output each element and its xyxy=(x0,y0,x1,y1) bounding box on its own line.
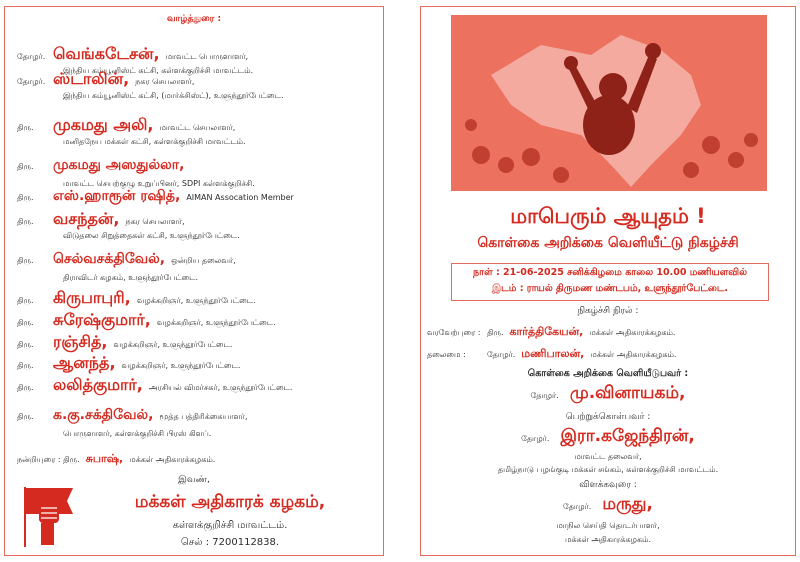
releaser-row xyxy=(421,383,795,405)
greeter-affiliation: இந்திய கம்யூனிஸ்ட் கட்சி, கள்ளக்குறிச்சி மாவட்டம். xyxy=(63,66,254,75)
greeter-title: திரு. xyxy=(17,123,34,132)
greeter-role: வழக்கறிஞர், உளுந்தூர்பேட்டை. xyxy=(113,340,233,349)
greeter-role: நகர செயலாளர், xyxy=(125,217,185,226)
greeter-role: ஒன்றிய தலைவர், xyxy=(171,256,236,265)
greeter-name: ரஞ்சித், xyxy=(53,332,108,351)
greeter-name: முகமது அலி, xyxy=(53,115,154,134)
greeter-title: திரு. xyxy=(17,340,34,349)
greeter-name: ஸ்டாலின், xyxy=(53,69,130,88)
greeter-row xyxy=(17,188,294,206)
presiding-row xyxy=(427,347,676,362)
welcome-role: மக்கள் அதிகாரக்கழகம். xyxy=(589,328,676,337)
greeter-name: வெங்கடேசன், xyxy=(53,44,160,63)
explainer-label: விளக்கவுரை : xyxy=(579,480,637,490)
receiver-row xyxy=(421,426,795,448)
greeter-title: திரு. xyxy=(17,193,34,202)
date-line: நாள் : 21-06-2025 சனிக்கிழமை காலை 10.00 மணியளவில் xyxy=(473,267,747,278)
greeter-row xyxy=(17,69,194,90)
left-panel xyxy=(4,6,384,556)
greeter-row xyxy=(17,209,185,230)
greeter-title: திரு. xyxy=(17,296,34,305)
welcome-row xyxy=(427,325,675,340)
presiding-title: தோழர். xyxy=(487,350,516,359)
receiver-label: பெற்றுக்கொள்பவர் : xyxy=(565,412,651,422)
greeter-role: நகர செயலாளர், xyxy=(135,77,195,86)
presiding-name: மணிபாலன், xyxy=(521,347,585,360)
headline: மாபெரும் ஆயுதம் ! xyxy=(510,204,706,228)
greeter-title: திரு. xyxy=(17,383,34,392)
receiver-title: தோழர். xyxy=(521,434,550,443)
greeter-row xyxy=(17,251,236,269)
protest-poster-image xyxy=(451,15,767,191)
greetings-header: வாழ்த்துரை : xyxy=(166,14,222,24)
greeter-affiliation: மாவட்ட செயற்குழு உறுப்பினர், SDPI கள்ளக்குறிச்சி. xyxy=(63,179,255,188)
greeter-name: எஸ்.ஹாரூன் ரஷித், xyxy=(53,188,181,204)
greeter-title: திரு. xyxy=(17,412,34,421)
greeter-title: திரு. xyxy=(17,318,34,327)
vote-of-thanks-label: நன்றியுரை : திரு. xyxy=(17,455,80,464)
greeter-title: திரு. xyxy=(17,361,34,370)
receiver-org: தமிழ்நாடு பழங்குடி மக்கள் சங்கம், கள்ளக்குறிச்சி மாவட்டம். xyxy=(497,465,719,474)
presiding-label: தலைமை : xyxy=(427,350,466,359)
explainer-row xyxy=(421,494,795,516)
explainer-role: மாநில செய்தி தொடர்பாளர், xyxy=(556,521,660,530)
greeter-role: மூத்த பத்திரிக்கையாளர், xyxy=(159,412,248,421)
greeter-name: ஆனந்த், xyxy=(53,353,116,372)
org-phone: செல் : 7200112838. xyxy=(180,537,280,548)
org-name: மக்கள் அதிகாரக் கழகம், xyxy=(134,492,326,512)
releaser-label: கொள்கை அறிக்கை வெளியீடுபவர் : xyxy=(527,368,689,379)
presiding-role: மக்கள் அதிகாரக்கழகம். xyxy=(590,350,677,359)
greeter-title: தோழர். xyxy=(17,52,46,61)
greeter-affiliation: திராவிடர் கழகம், உளுந்தூர்பேட்டை. xyxy=(63,273,199,282)
program-label: நிகழ்ச்சி நிரல் : xyxy=(577,306,639,316)
greeter-row xyxy=(17,288,256,309)
explainer-org: மக்கள் அதிகாரக்கழகம். xyxy=(564,535,652,544)
greeter-role: அரசியல் விமர்சகர், உளுந்தூர்பேட்டை. xyxy=(148,383,293,392)
greeter-title: தோழர். xyxy=(17,77,46,86)
explainer-name: மருது, xyxy=(602,494,653,514)
greeter-name: சுரேஷ்குமார், xyxy=(53,310,151,329)
greeter-name: கிருபாபுரி, xyxy=(53,288,131,307)
greeter-affiliation: இந்திய கம்யூனிஸ்ட் கட்சி, (மார்க்சிஸ்ட்), உளுந்தூர்பேட்டை. xyxy=(63,91,284,100)
greeter-row xyxy=(17,375,292,396)
greeter-affiliation: விடுதலை சிறுத்தைகள் கட்சி, உளுந்தூர்பேட்டை. xyxy=(63,231,240,240)
greeter-row xyxy=(17,407,248,425)
greeter-name: லலித்குமார், xyxy=(53,375,143,394)
receiver-name: இரா.கஜேந்திரன், xyxy=(560,426,695,446)
org-district: கள்ளக்குறிச்சி மாவட்டம். xyxy=(172,520,288,531)
vote-of-thanks-name: சுபாஷ், xyxy=(85,452,124,465)
greeter-name: வசந்தன், xyxy=(53,209,120,228)
receiver-role: மாவட்ட தலைவர், xyxy=(574,452,642,461)
greeter-role: வழக்கறிஞர், உளுந்தூர்பேட்டை. xyxy=(156,318,276,327)
vote-of-thanks-role: மக்கள் அதிகாரக்கழகம். xyxy=(129,455,216,464)
releaser-title: தோழர். xyxy=(530,391,559,400)
greeter-role: வழக்கறிஞர், உளுந்தூர்பேட்டை. xyxy=(136,296,256,305)
greeter-title: திரு. xyxy=(17,217,34,226)
greeter-role: வழக்கறிஞர், உளுந்தூர்பேட்டை. xyxy=(121,361,241,370)
welcome-name: கார்த்திகேயன், xyxy=(509,325,584,338)
welcome-label: வரவேற்புரை : xyxy=(427,328,481,337)
greeter-name: முகமது அஸதுல்லா, xyxy=(53,157,185,173)
greeter-row xyxy=(17,157,190,175)
greeter-affiliation: பொருளாளர், கள்ளக்குறிச்சி பிரஸ் கிளப். xyxy=(63,429,212,438)
greeter-name: செல்வசக்திவேல், xyxy=(53,251,166,267)
greeter-title: திரு. xyxy=(17,256,34,265)
fist-flag-logo xyxy=(17,483,79,549)
greeter-row xyxy=(17,310,276,331)
right-panel xyxy=(420,6,796,556)
releaser-name: மு.வினாயகம், xyxy=(569,383,686,403)
greeter-row xyxy=(17,44,248,65)
vote-of-thanks xyxy=(17,452,215,467)
greeter-row xyxy=(17,332,232,353)
greeter-role: AIMAN Assocation Member xyxy=(186,193,294,202)
venue-line: இடம் : ராயல் திருமண மண்டபம், உளுந்தூர்பேட்டை. xyxy=(491,283,729,294)
greeter-role: மாவட்ட செயலாளர், xyxy=(159,123,236,132)
greeter-row xyxy=(17,115,235,136)
greeter-title: திரு. xyxy=(17,162,34,171)
ivan-label: இவண், xyxy=(178,475,210,485)
subheadline: கொள்கை அறிக்கை வெளியீட்டு நிகழ்ச்சி xyxy=(477,235,739,251)
greeter-name: க.கு.சக்திவேல், xyxy=(53,407,154,423)
greeter-row xyxy=(17,353,240,374)
welcome-title: திரு. xyxy=(487,328,504,337)
greeter-affiliation: மனிதநேய மக்கள் கட்சி, கள்ளக்குறிச்சி மாவட்டம். xyxy=(63,137,246,146)
date-venue-box xyxy=(451,263,769,301)
greeter-role: மாவட்ட பொருளாளர், xyxy=(165,52,249,61)
explainer-title: தோழர். xyxy=(563,502,592,511)
